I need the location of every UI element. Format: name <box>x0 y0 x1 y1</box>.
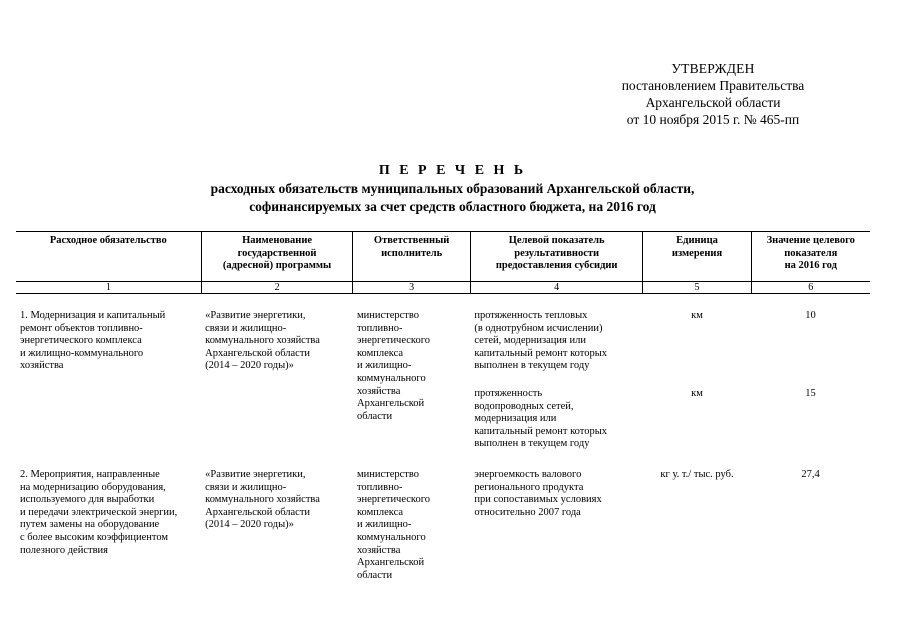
unit-cell: км <box>691 310 703 321</box>
header-unit: Единица измерения <box>643 232 751 282</box>
indicator-cell: протяженность тепловых (в однотрубном исчислении) сетей, модернизация или капитальный ремонт которых выполнен в текущем году <box>474 310 608 372</box>
approval-block <box>583 60 843 128</box>
column-number: 4 <box>470 282 643 294</box>
value-cell: 10 <box>805 310 816 321</box>
approval-line-3: Архангельской области <box>645 95 781 110</box>
column-number: 5 <box>643 282 751 294</box>
approval-title: УТВЕРЖДЕН <box>671 61 755 76</box>
value-cell: 15 <box>805 387 816 399</box>
document-subtitle-line-2: софинансируемых за счет средств областного бюджета, на 2016 год <box>249 199 656 214</box>
header-executor: Ответственный исполнитель <box>353 232 470 282</box>
header-program: Наименование государственной (адресной) программы <box>201 232 353 282</box>
unit-cell: км <box>691 387 703 399</box>
executor-cell: министерство топливно- энергетического комплекса и жилищно- коммунального хозяйства Архангельской области <box>356 468 431 581</box>
value-cell: 27,4 <box>801 468 820 480</box>
column-number: 2 <box>201 282 353 294</box>
column-number: 1 <box>16 282 201 294</box>
header-indicator: Целевой показатель результативности предоставления субсидии <box>470 232 643 282</box>
column-number: 6 <box>751 282 870 294</box>
indicator-cell: энергоемкость валового регионального продукта при сопоставимых условиях относительно 2007 года <box>474 468 602 518</box>
table-header-row <box>16 232 870 282</box>
column-number-row <box>16 282 870 294</box>
unit-cell: кг у. т./ тыс. руб. <box>660 468 734 480</box>
column-number: 3 <box>353 282 470 294</box>
table-row <box>16 310 870 373</box>
table-row <box>16 469 870 582</box>
obligation-cell: 1. Модернизация и капитальный ремонт объектов топливно- энергетического комплекса и жилищно-коммунального хозяйства <box>20 310 166 372</box>
program-cell: «Развитие энергетики, связи и жилищно- коммунального хозяйства Архангельской области (2014 – 2020 годы)» <box>205 468 320 531</box>
document-title: П Е Р Е Ч Е Н Ь <box>378 163 527 178</box>
document-subtitle-line-1: расходных обязательств муниципальных образований Архангельской области, <box>210 181 695 196</box>
obligation-cell: 2. Мероприятия, направленные на модернизацию оборудования, используемого для выработки и передачи электрической энергии, путем замены на оборудование с более высоким коэффициентом полезного действия <box>20 468 178 556</box>
executor-cell: министерство топливно- энергетического комплекса и жилищно- коммунального хозяйства Архангельской области <box>356 310 431 422</box>
approval-line-4: от 10 ноября 2015 г. № 465-пп <box>626 112 800 127</box>
header-obligation: Расходное обязательство <box>16 232 201 282</box>
obligations-table <box>16 231 870 582</box>
approval-line-2: постановлением Правительства <box>621 78 805 93</box>
indicator-cell: протяженность водопроводных сетей, модернизация или капитальный ремонт которых выполнен в текущем году <box>474 387 608 450</box>
header-value: Значение целевого показателя на 2016 год <box>751 232 870 282</box>
program-cell: «Развитие энергетики, связи и жилищно- коммунального хозяйства Архангельской области (2014 – 2020 годы)» <box>205 310 320 372</box>
